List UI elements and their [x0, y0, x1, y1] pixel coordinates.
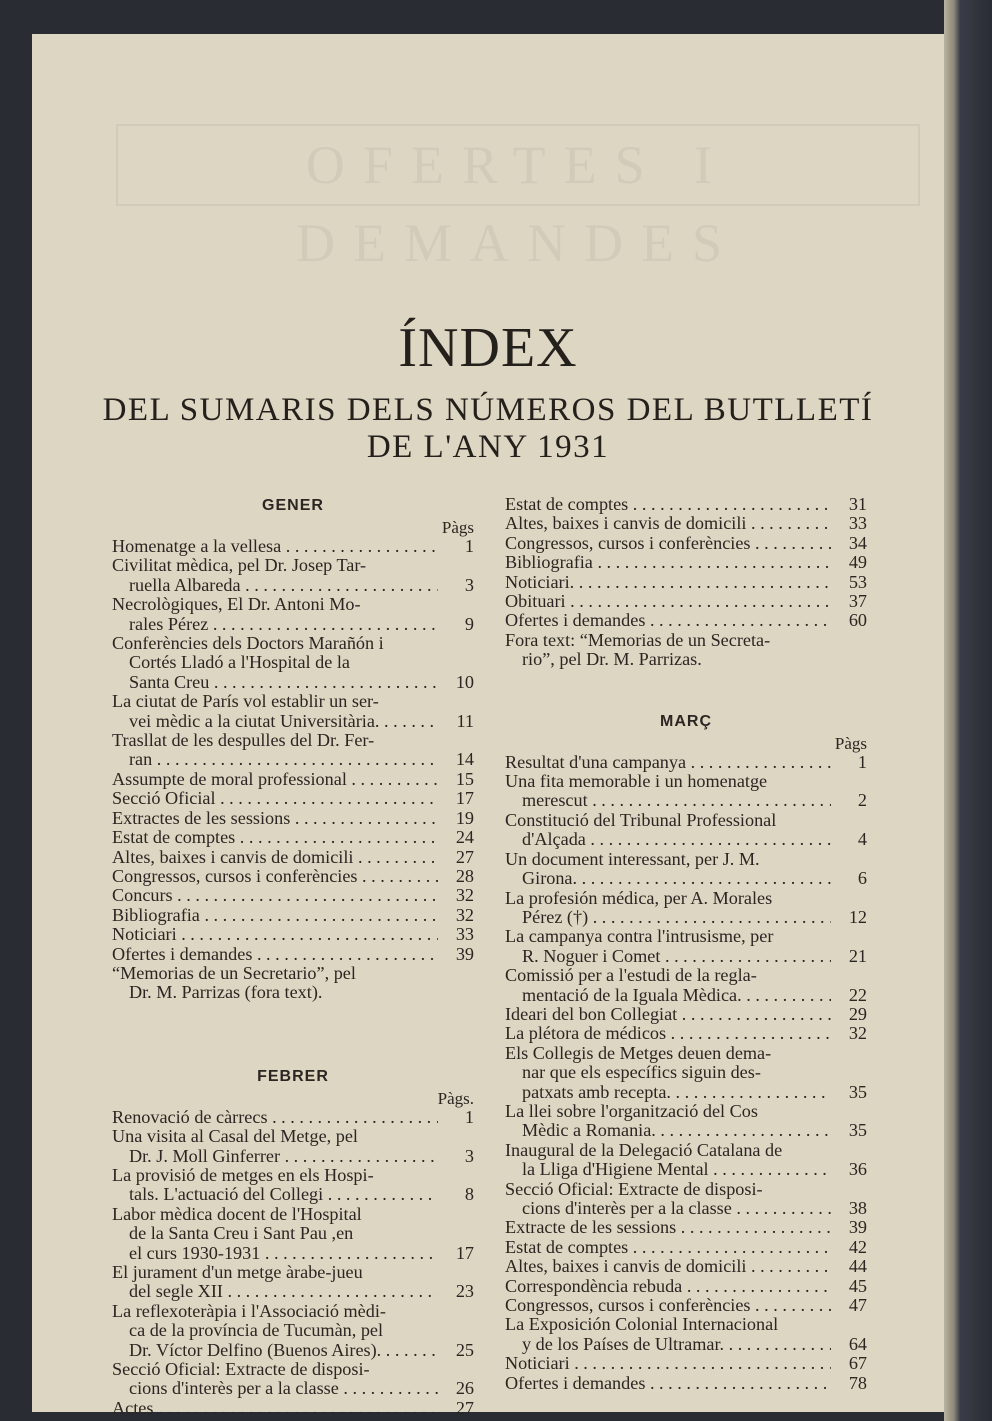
index-entry: [505, 1024, 867, 1043]
entry-title-line: Estat de comptes . . .: [505, 495, 831, 514]
entry-page-number: 17: [455, 788, 474, 809]
index-entry: [112, 634, 474, 692]
index-entry: [505, 927, 867, 966]
entry-title-line: R. Noguer i Comet . . .: [505, 947, 831, 966]
entry-title-line: Secció Oficial . . .: [112, 789, 438, 808]
entry-title-line: y de los Países de Ultramar. . . .: [505, 1335, 831, 1354]
entry-page-number: 29: [848, 1003, 867, 1024]
entry-page-number: 39: [455, 943, 474, 964]
gener-note-line-2: Dr. M. Parrizas (fora text).: [129, 982, 323, 1003]
subtitle-line-1: DEL SUMARIS DELS NÚMEROS DEL BUTLLETÍ: [102, 392, 874, 428]
entry-title-line: Correspondència rebuda . . .: [505, 1277, 831, 1296]
index-entry: [112, 770, 474, 789]
index-entry: [505, 1102, 867, 1141]
entry-title-line: Una visita al Casal del Metge, pel: [112, 1127, 358, 1147]
entry-title-line: el curs 1930-1931 . . .: [112, 1244, 438, 1263]
entry-title-line: Els Collegis de Metges deuen dema-: [505, 1043, 772, 1063]
entry-title-line: La provisió de metges en els Hospi-: [112, 1165, 374, 1185]
index-entry: [112, 1360, 474, 1399]
index-entry: [112, 867, 474, 886]
entry-title-line: Actes . . .: [112, 1399, 438, 1418]
document-page: [32, 34, 944, 1418]
entry-title-line: Noticiari . . .: [505, 1354, 831, 1373]
entry-title-line: Altes, baixes i canvis de domicili . . .: [112, 848, 438, 867]
entry-title-line: Constitució del Tribunal Professional: [505, 810, 777, 830]
index-entry: [112, 828, 474, 847]
entry-title-line: ruella Albareda . . .: [112, 576, 438, 595]
entry-page-number: 8: [464, 1184, 474, 1205]
entry-title-line: Concurs . . .: [112, 886, 438, 905]
index-entry: [112, 1127, 474, 1166]
entry-title-line: Cortés Lladó a l'Hospital de la: [129, 653, 350, 673]
index-entry: [112, 537, 474, 556]
entry-title-line: Ofertes i demandes . . .: [505, 1374, 831, 1393]
entry-title-line: La campanya contra l'intrusisme, per: [505, 927, 774, 947]
pags-label: Pàgs: [834, 733, 867, 753]
section-heading-febrer: FEBRER: [257, 1067, 329, 1085]
entry-page-number: 26: [455, 1378, 474, 1399]
entry-page-number: 27: [455, 1397, 474, 1418]
entry-title-line: La reflexoteràpia i l'Associació mèdi-: [112, 1301, 386, 1321]
entry-title-line: Dr. Víctor Delfino (Buenos Aires). . . .: [112, 1341, 438, 1360]
entry-title-line: Ideari del bon Collegiat . . .: [505, 1005, 831, 1024]
entry-title-line: Inaugural de la Delegació Catalana de: [505, 1140, 783, 1160]
entry-title-line: Un document interessant, per J. M.: [505, 849, 760, 869]
index-entry: [112, 1166, 474, 1205]
entry-title-line: Bibliografia . . .: [505, 553, 831, 572]
entry-title-line: Homenatge a la vellesa . . .: [112, 537, 438, 556]
right-column: [505, 495, 867, 1393]
entry-title-line: d'Alçada . . .: [505, 830, 831, 849]
entry-page-number: 27: [455, 846, 474, 867]
entry-title-line: Conferències dels Doctors Marañón i: [112, 634, 384, 654]
entry-page-number: 67: [848, 1353, 867, 1374]
entry-title-line: ran . . .: [112, 750, 438, 769]
entry-title-line: Assumpte de moral professional . . .: [112, 770, 438, 789]
entry-title-line: Necrològiques, El Dr. Antoni Mo-: [112, 595, 361, 615]
entry-page-number: 14: [455, 749, 474, 770]
entry-title-line: Bibliografia . . .: [112, 906, 438, 925]
index-entry: [505, 534, 867, 553]
index-entry: [112, 848, 474, 867]
entry-title-line: la Lliga d'Higiene Mental . . .: [505, 1160, 831, 1179]
index-entry: [505, 1180, 867, 1219]
entry-title-line: nar que els específics siguin des-: [522, 1063, 761, 1083]
entry-page-number: 23: [455, 1281, 474, 1302]
index-entry: [505, 889, 867, 928]
entry-page-number: 47: [848, 1295, 867, 1316]
entry-title-line: Resultat d'una campanya . . .: [505, 753, 831, 772]
entry-title-line: de la Santa Creu i Sant Pau ,en: [129, 1224, 354, 1244]
index-entry: [505, 1218, 867, 1237]
index-entry: [112, 945, 474, 964]
index-entry: [112, 1263, 474, 1302]
entry-title-line: vei mèdic a la ciutat Universitària. . . .: [112, 712, 438, 731]
entry-title-line: cions d'interès per a la classe . . .: [505, 1199, 831, 1218]
entry-title-line: merescut . . .: [505, 791, 831, 810]
entry-title-line: Una fita memorable i un homenatge: [505, 772, 768, 792]
entry-page-number: 37: [848, 591, 867, 612]
index-entry: [505, 753, 867, 772]
entry-page-number: 33: [848, 513, 867, 534]
index-entry: [505, 1315, 867, 1354]
index-entry: [112, 886, 474, 905]
entry-page-number: 11: [456, 710, 474, 731]
index-entry: [112, 1108, 474, 1127]
index-entry: [505, 1374, 867, 1393]
index-entry: [505, 1257, 867, 1276]
left-column: [112, 494, 474, 1418]
index-entry: [112, 1205, 474, 1263]
entry-title-line: ca de la província de Tucumàn, pel: [129, 1321, 384, 1341]
gener-note-line-1: “Memorias de un Secretario”, pel: [112, 962, 356, 983]
index-entry: [112, 595, 474, 634]
section-heading-marc: MARÇ: [660, 712, 712, 730]
entry-title-line: Congressos, cursos i conferències . . .: [112, 867, 438, 886]
index-entry: [505, 1277, 867, 1296]
index-entry: [505, 1354, 867, 1373]
entry-page-number: 6: [857, 868, 867, 889]
entry-title-line: Estat de comptes . . .: [112, 828, 438, 847]
entry-title-line: Santa Creu . . .: [112, 673, 438, 692]
subtitle-line-2: DE L'ANY 1931: [366, 429, 610, 465]
entry-page-number: 32: [455, 904, 474, 925]
entry-title-line: Ofertes i demandes . . .: [112, 945, 438, 964]
entry-page-number: 78: [848, 1372, 867, 1393]
index-entry: [505, 553, 867, 572]
entry-page-number: 45: [848, 1275, 867, 1296]
entry-title-line: Estat de comptes . . .: [505, 1238, 831, 1257]
entry-title-line: Extracte de les sessions . . .: [505, 1218, 831, 1237]
entry-title-line: La profesión médica, per A. Morales: [505, 888, 773, 908]
entry-page-number: 1: [464, 1106, 474, 1127]
index-entry: [505, 1296, 867, 1315]
entry-page-number: 3: [464, 1145, 474, 1166]
entry-title-line: Secció Oficial: Extracte de disposi-: [112, 1360, 370, 1380]
febrer-note-line-2: rio”, pel Dr. M. Parrizas.: [522, 649, 702, 670]
entry-page-number: 15: [455, 768, 474, 789]
entry-title-line: La ciutat de París vol establir un ser-: [112, 692, 379, 712]
entry-title-line: rales Pérez . . .: [112, 615, 438, 634]
index-entry: [505, 1005, 867, 1024]
febrer-entry-list: [112, 1108, 474, 1419]
entry-title-line: Noticiari . . .: [112, 925, 438, 944]
entry-page-number: 33: [455, 924, 474, 945]
entry-page-number: 60: [848, 610, 867, 631]
entry-title-line: Obituari . . .: [505, 592, 831, 611]
index-entry: [505, 1238, 867, 1257]
entry-title-line: Comissió per a l'estudi de la regla-: [505, 966, 757, 986]
entry-title-line: Civilitat mèdica, pel Dr. Josep Tar-: [112, 556, 367, 576]
section-heading-gener: GENER: [262, 497, 324, 514]
index-entry: [112, 789, 474, 808]
entry-page-number: 49: [848, 552, 867, 573]
show-through-heading: OFERTES I DEMANDES: [116, 124, 920, 206]
index-entry: [505, 811, 867, 850]
entry-title-line: cions d'interès per a la classe . . .: [112, 1379, 438, 1398]
entry-page-number: 32: [455, 885, 474, 906]
febrer-note-line-1: Fora text: “Memorias de un Secreta-: [505, 629, 771, 650]
entry-page-number: 22: [848, 984, 867, 1005]
index-entry: [112, 925, 474, 944]
index-entry: [112, 692, 474, 731]
entry-page-number: 35: [848, 1081, 867, 1102]
entry-title-line: Dr. J. Moll Ginferrer . . .: [112, 1147, 438, 1166]
entry-page-number: 53: [848, 571, 867, 592]
entry-title-line: tals. L'actuació del Collegi . . .: [112, 1185, 438, 1204]
entry-title-line: del segle XII . . .: [112, 1282, 438, 1301]
index-entry: [505, 592, 867, 611]
entry-title-line: La llei sobre l'organització del Cos: [505, 1101, 758, 1121]
book-spine-edge: [944, 0, 992, 1421]
pags-label: Pàgs: [441, 518, 474, 537]
entry-title-line: patxats amb recepta. . . .: [505, 1083, 831, 1102]
entry-page-number: 42: [848, 1236, 867, 1257]
entry-page-number: 39: [848, 1217, 867, 1238]
entry-page-number: 36: [848, 1159, 867, 1180]
entry-title-line: El jurament d'un metge àrabe-jueu: [112, 1263, 363, 1282]
index-entry: [505, 573, 867, 592]
entry-page-number: 17: [455, 1242, 474, 1263]
entry-page-number: 9: [464, 613, 474, 634]
entry-page-number: 10: [455, 671, 474, 692]
page-title: ÍNDEX: [398, 317, 578, 379]
entry-page-number: 4: [857, 829, 867, 850]
index-entry: [112, 1302, 474, 1360]
entry-title-line: Mèdic a Romania. . . .: [505, 1121, 831, 1140]
index-entry: [112, 1399, 474, 1418]
entry-title-line: Labor mèdica docent de l'Hospital: [112, 1204, 362, 1224]
entry-page-number: 44: [848, 1256, 867, 1277]
entry-title-line: Renovació de càrrecs . . .: [112, 1108, 438, 1127]
entry-page-number: 24: [455, 827, 474, 848]
entry-page-number: 2: [857, 790, 867, 811]
entry-title-line: Noticiari. . . .: [505, 573, 831, 592]
index-entry: [112, 809, 474, 828]
entry-page-number: 28: [455, 865, 474, 886]
entry-title-line: Trasllat de les despulles del Dr. Fer-: [112, 731, 375, 751]
entry-title-line: mentació de la Iguala Mèdica. . . .: [505, 986, 831, 1005]
entry-title-line: Congressos, cursos i conferències . . .: [505, 534, 831, 553]
entry-page-number: 34: [848, 532, 867, 553]
entry-page-number: 25: [455, 1339, 474, 1360]
index-entry: [505, 495, 867, 514]
entry-page-number: 3: [464, 574, 474, 595]
index-entry: [505, 966, 867, 1005]
entry-page-number: 31: [848, 494, 867, 514]
entry-page-number: 35: [848, 1120, 867, 1141]
index-entry: [112, 556, 474, 595]
index-entry: [505, 850, 867, 889]
entry-title-line: La Exposición Colonial Internacional: [505, 1315, 779, 1335]
index-entry: [112, 731, 474, 770]
entry-page-number: 21: [848, 945, 867, 966]
entry-page-number: 32: [848, 1023, 867, 1044]
index-entry: [505, 514, 867, 533]
index-entry: [505, 772, 867, 811]
entry-page-number: 12: [848, 906, 867, 927]
entry-title-line: Congressos, cursos i conferències . . .: [505, 1296, 831, 1315]
index-entry: [505, 1141, 867, 1180]
pags-label: Pàgs.: [437, 1088, 474, 1108]
entry-title-line: Secció Oficial: Extracte de disposi-: [505, 1179, 763, 1199]
entry-title-line: La plétora de médicos . . .: [505, 1024, 831, 1043]
entry-title-line: Girona. . . .: [505, 869, 831, 888]
entry-page-number: 1: [857, 751, 867, 772]
marc-entry-list: [505, 753, 867, 1393]
entry-title-line: Altes, baixes i canvis de domicili . . .: [505, 1257, 831, 1276]
entry-page-number: 1: [464, 536, 474, 556]
index-entry: [505, 611, 867, 630]
entry-page-number: 64: [848, 1333, 867, 1354]
entry-page-number: 38: [848, 1198, 867, 1218]
entry-title-line: Altes, baixes i canvis de domicili . . .: [505, 514, 831, 533]
entry-page-number: 19: [455, 807, 474, 828]
entry-title-line: Pérez (†) . . .: [505, 908, 831, 927]
febrer-continued-entry-list: [505, 495, 867, 631]
entry-title-line: Ofertes i demandes . . .: [505, 611, 831, 630]
index-entry: [505, 1044, 867, 1102]
index-entry: [112, 906, 474, 925]
entry-title-line: Extractes de les sessions . . .: [112, 809, 438, 828]
gener-entry-list: [112, 537, 474, 964]
